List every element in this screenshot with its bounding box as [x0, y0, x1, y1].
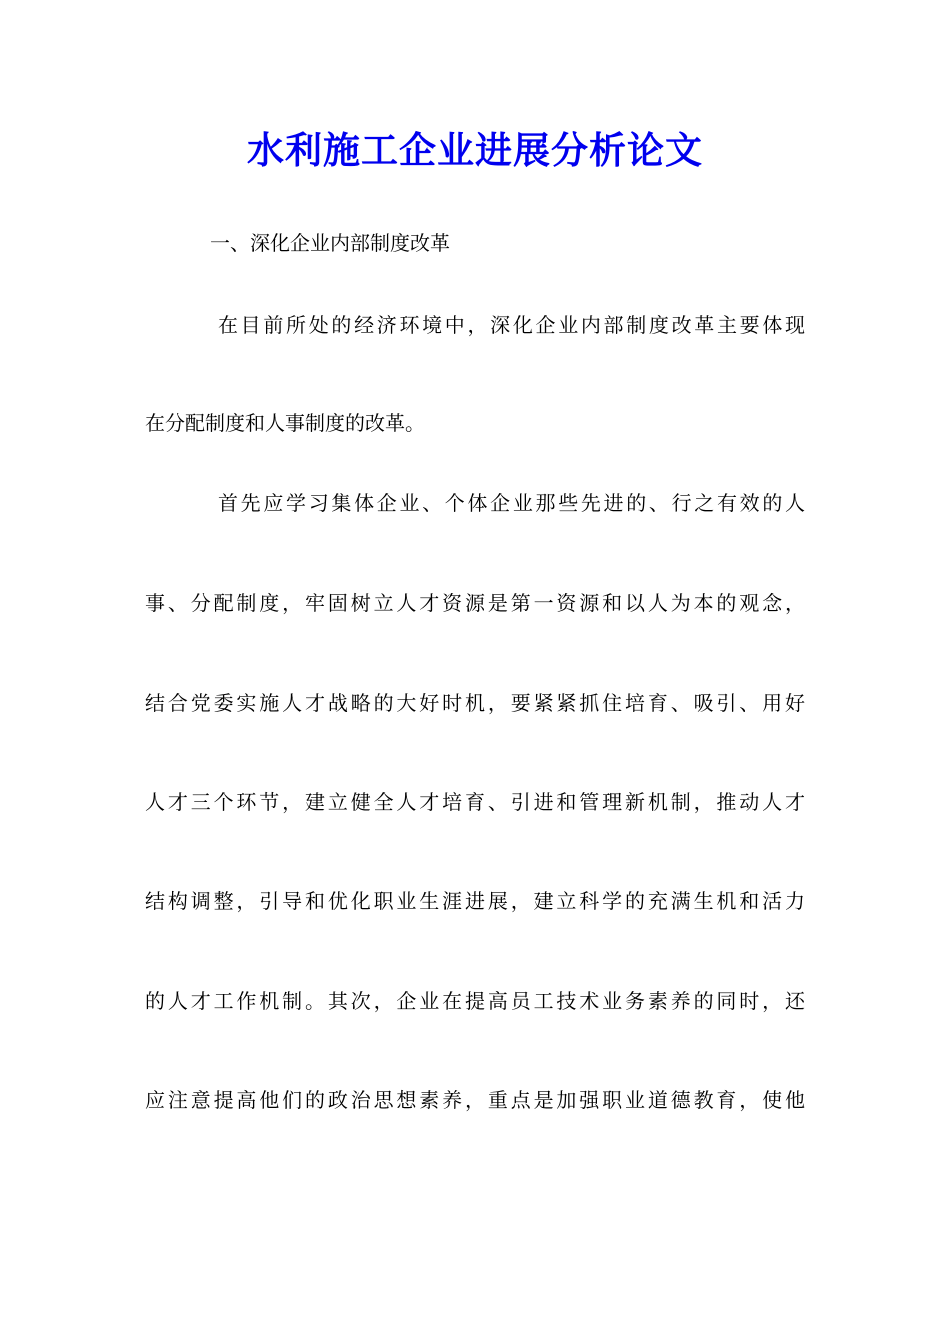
paragraph-line: 事、分配制度，牢固树立人才资源是第一资源和以人为本的观念，: [145, 591, 805, 615]
paragraph-line: 结合党委实施人才战略的大好时机，要紧紧抓住培育、吸引、用好: [145, 691, 805, 715]
paragraph-line: 人才三个环节，建立健全人才培育、引进和管理新机制，推动人才: [145, 790, 805, 814]
paragraph-line: 在目前所处的经济环境中，深化企业内部制度改革主要体现: [218, 313, 805, 337]
paragraph-line: 在分配制度和人事制度的改革。: [145, 411, 425, 435]
document-title: 水利施工企业进展分析论文: [247, 128, 703, 172]
paragraph-line: 应注意提高他们的政治思想素养，重点是加强职业道德教育，使他: [145, 1088, 805, 1112]
paragraph-line: 的人才工作机制。其次，企业在提高员工技术业务素养的同时，还: [145, 989, 805, 1013]
paragraph-line: 首先应学习集体企业、个体企业那些先进的、行之有效的人: [218, 491, 805, 515]
paragraph-line: 结构调整，引导和优化职业生涯进展，建立科学的充满生机和活力: [145, 889, 805, 913]
section-heading: 一、深化企业内部制度改革: [210, 231, 450, 255]
